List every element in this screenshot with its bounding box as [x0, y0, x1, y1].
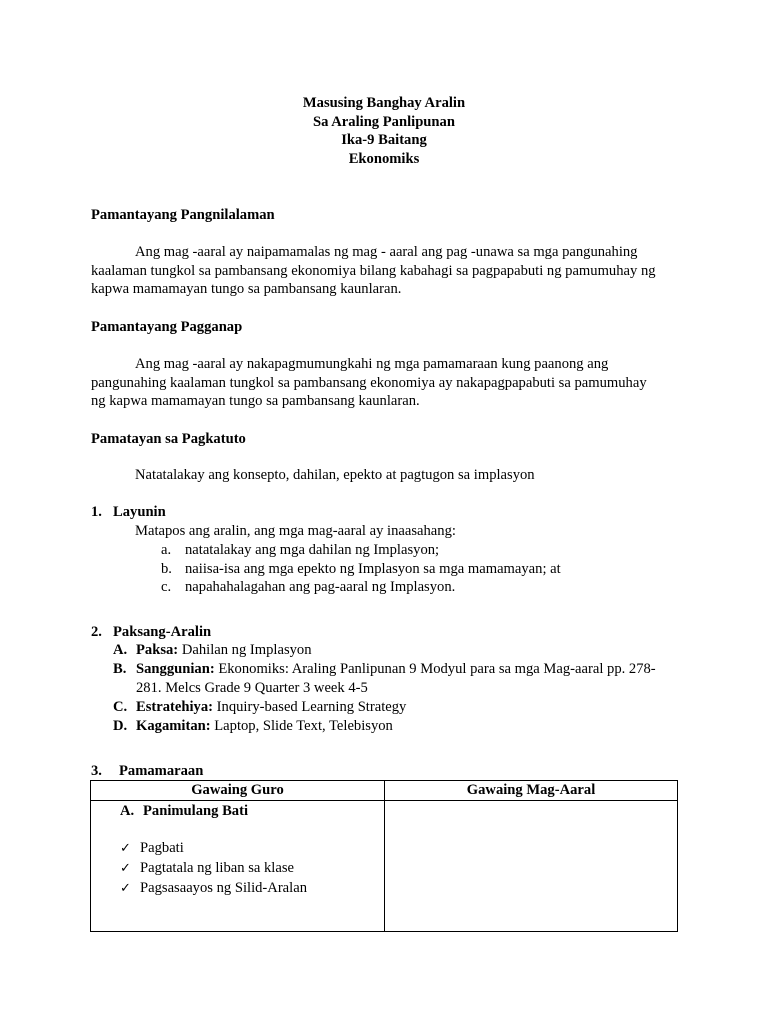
kagamitan-text: Laptop, Slide Text, Telebisyon	[214, 718, 393, 734]
title-line-4: Ekonomiks	[348, 150, 420, 167]
guro-cell	[91, 801, 385, 932]
title-line-3: Ika-9 Baitang	[341, 132, 427, 148]
checklist-item-label: Pagtatala ng liban sa klase	[140, 860, 294, 876]
checkmark-icon: ✓	[120, 881, 131, 896]
pangnilalaman-paragraph	[91, 243, 691, 299]
pagganap-line-2: pangunahing kaalaman tungkol sa pambansang ekonomiya ay nakapagpapabuti sa pamumuhay	[91, 374, 647, 391]
estratehiya-row	[136, 698, 406, 717]
pagganap-heading: Pamantayang Pagganap	[91, 319, 243, 335]
checkmark-icon: ✓	[120, 861, 131, 876]
sanggunian-row	[136, 660, 656, 679]
section-marker: A.	[120, 803, 135, 819]
paksa-text: Dahilan ng Implasyon	[181, 642, 312, 658]
mag-aaral-cell	[385, 801, 678, 932]
layunin-item-a: natatalakay ang mga dahilan ng Implasyon;	[185, 542, 440, 558]
pangnilalaman-line-2: kaalaman tungkol sa pambansang ekonomiya bilang kabahagi sa pagpapabuti ng pamumuhay ng	[91, 262, 656, 279]
estratehiya-text: Inquiry-based Learning Strategy	[216, 699, 407, 715]
layunin-item-b: naiisa-isa ang mga epekto ng Implasyon sa mga mamamayan; at	[185, 561, 561, 577]
layunin-number: 1.	[91, 504, 102, 520]
pangnilalaman-line-3: kapwa mamamayan tungo sa pambansang kaunlaran.	[91, 281, 402, 297]
pagganap-line-3: ng kapwa mamamayan tungo sa pambansang kaunlaran.	[91, 393, 420, 409]
pamamaraan-table	[90, 780, 678, 932]
estratehiya-marker: C.	[113, 699, 128, 715]
paksa-marker: A.	[113, 642, 128, 658]
table-row	[91, 801, 678, 932]
paksang-aralin-heading: Paksang-Aralin	[113, 624, 212, 640]
pamamaraan-number: 3.	[91, 763, 102, 779]
pagkatuto-text: Natatalakay ang konsepto, dahilan, epekto at pagtugon sa implasyon	[135, 467, 535, 483]
layunin-marker-c: c.	[161, 579, 172, 595]
table-header-row	[91, 781, 678, 801]
layunin-heading: Layunin	[113, 504, 166, 520]
pagganap-line-1: Ang mag -aaral ay nakapagmumungkahi ng mga pamamaraan kung paanong ang	[135, 356, 609, 372]
sanggunian-marker: B.	[113, 661, 127, 677]
col-gawaing-guro: Gawaing Guro	[91, 781, 385, 801]
layunin-marker-a: a.	[161, 542, 172, 558]
sanggunian-label: Sanggunian:	[136, 661, 215, 677]
paksa-label: Paksa:	[136, 642, 179, 658]
checklist-item-label: Pagsasaayos ng Silid-Aralan	[140, 880, 307, 896]
pangnilalaman-heading: Pamantayang Pangnilalaman	[91, 207, 275, 223]
kagamitan-marker: D.	[113, 718, 128, 734]
pamamaraan-heading: Pamamaraan	[119, 763, 204, 779]
paksang-aralin-number: 2.	[91, 624, 102, 640]
kagamitan-label: Kagamitan:	[136, 718, 211, 734]
sanggunian-text-line-2: 281. Melcs Grade 9 Quarter 3 week 4-5	[136, 680, 368, 696]
checklist-item	[120, 859, 294, 879]
layunin-intro: Matapos ang aralin, ang mga mag-aaral ay inaasahang:	[135, 523, 456, 539]
title-line-2: Sa Araling Panlipunan	[313, 113, 455, 130]
checkmark-icon: ✓	[120, 841, 131, 856]
kagamitan-row	[136, 717, 393, 736]
layunin-item-c: napahahalagahan ang pag-aaral ng Implasyon.	[185, 579, 456, 595]
sanggunian-text: Ekonomiks: Araling Panlipunan 9 Modyul para sa mga Mag-aaral pp. 278-	[218, 661, 656, 677]
col-gawaing-mag-aaral: Gawaing Mag-Aaral	[385, 781, 678, 801]
paksa-row	[136, 641, 312, 660]
checklist-item	[120, 839, 184, 859]
checklist-item-label: Pagbati	[140, 840, 184, 856]
estratehiya-label: Estratehiya:	[136, 699, 214, 715]
title-line-1: Masusing Banghay Aralin	[302, 95, 466, 111]
pagkatuto-heading: Pamatayan sa Pagkatuto	[91, 431, 246, 447]
document-title	[0, 94, 768, 168]
layunin-marker-b: b.	[161, 561, 172, 577]
checklist-item	[120, 879, 307, 899]
section-title: Panimulang Bati	[143, 803, 249, 819]
pagganap-paragraph	[91, 355, 691, 411]
pangnilalaman-line-1: Ang mag -aaral ay naipamamalas ng mag - aaral ang pag -unawa sa mga pangunahing	[135, 244, 638, 260]
